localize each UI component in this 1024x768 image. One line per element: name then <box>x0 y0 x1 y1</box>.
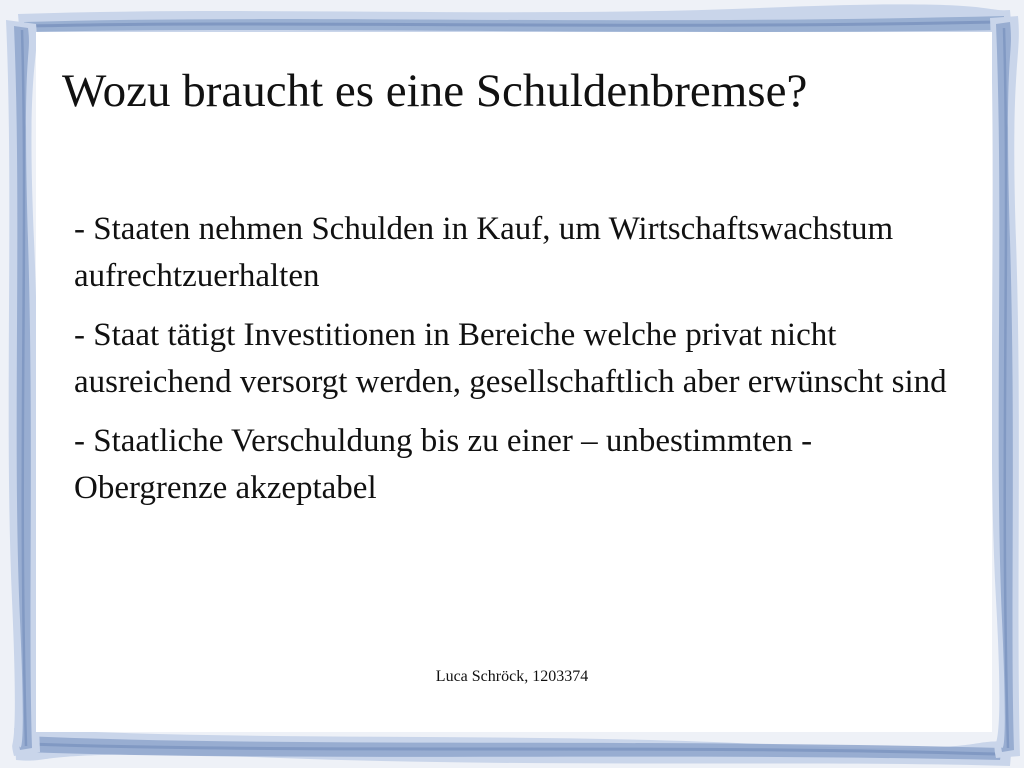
bullet-item-1: - Staaten nehmen Schulden in Kauf, um Wirtschaftswachstum aufrechtzuerhalten <box>74 211 894 294</box>
slide-title: Wozu braucht es eine Schuldenbremse? <box>62 65 808 117</box>
bullet-item-3: - Staatliche Verschuldung bis zu einer – unbestimmten - Obergrenze akzeptabel <box>74 423 813 506</box>
slide-footer-author: Luca Schröck, 1203374 <box>435 668 589 685</box>
bullet-item-2: - Staat tätigt Investitionen in Bereiche welche privat nicht ausreichend versorgt werden, gesellschaftlich aber erwünscht sind <box>74 317 947 400</box>
bullet-list <box>74 206 954 524</box>
